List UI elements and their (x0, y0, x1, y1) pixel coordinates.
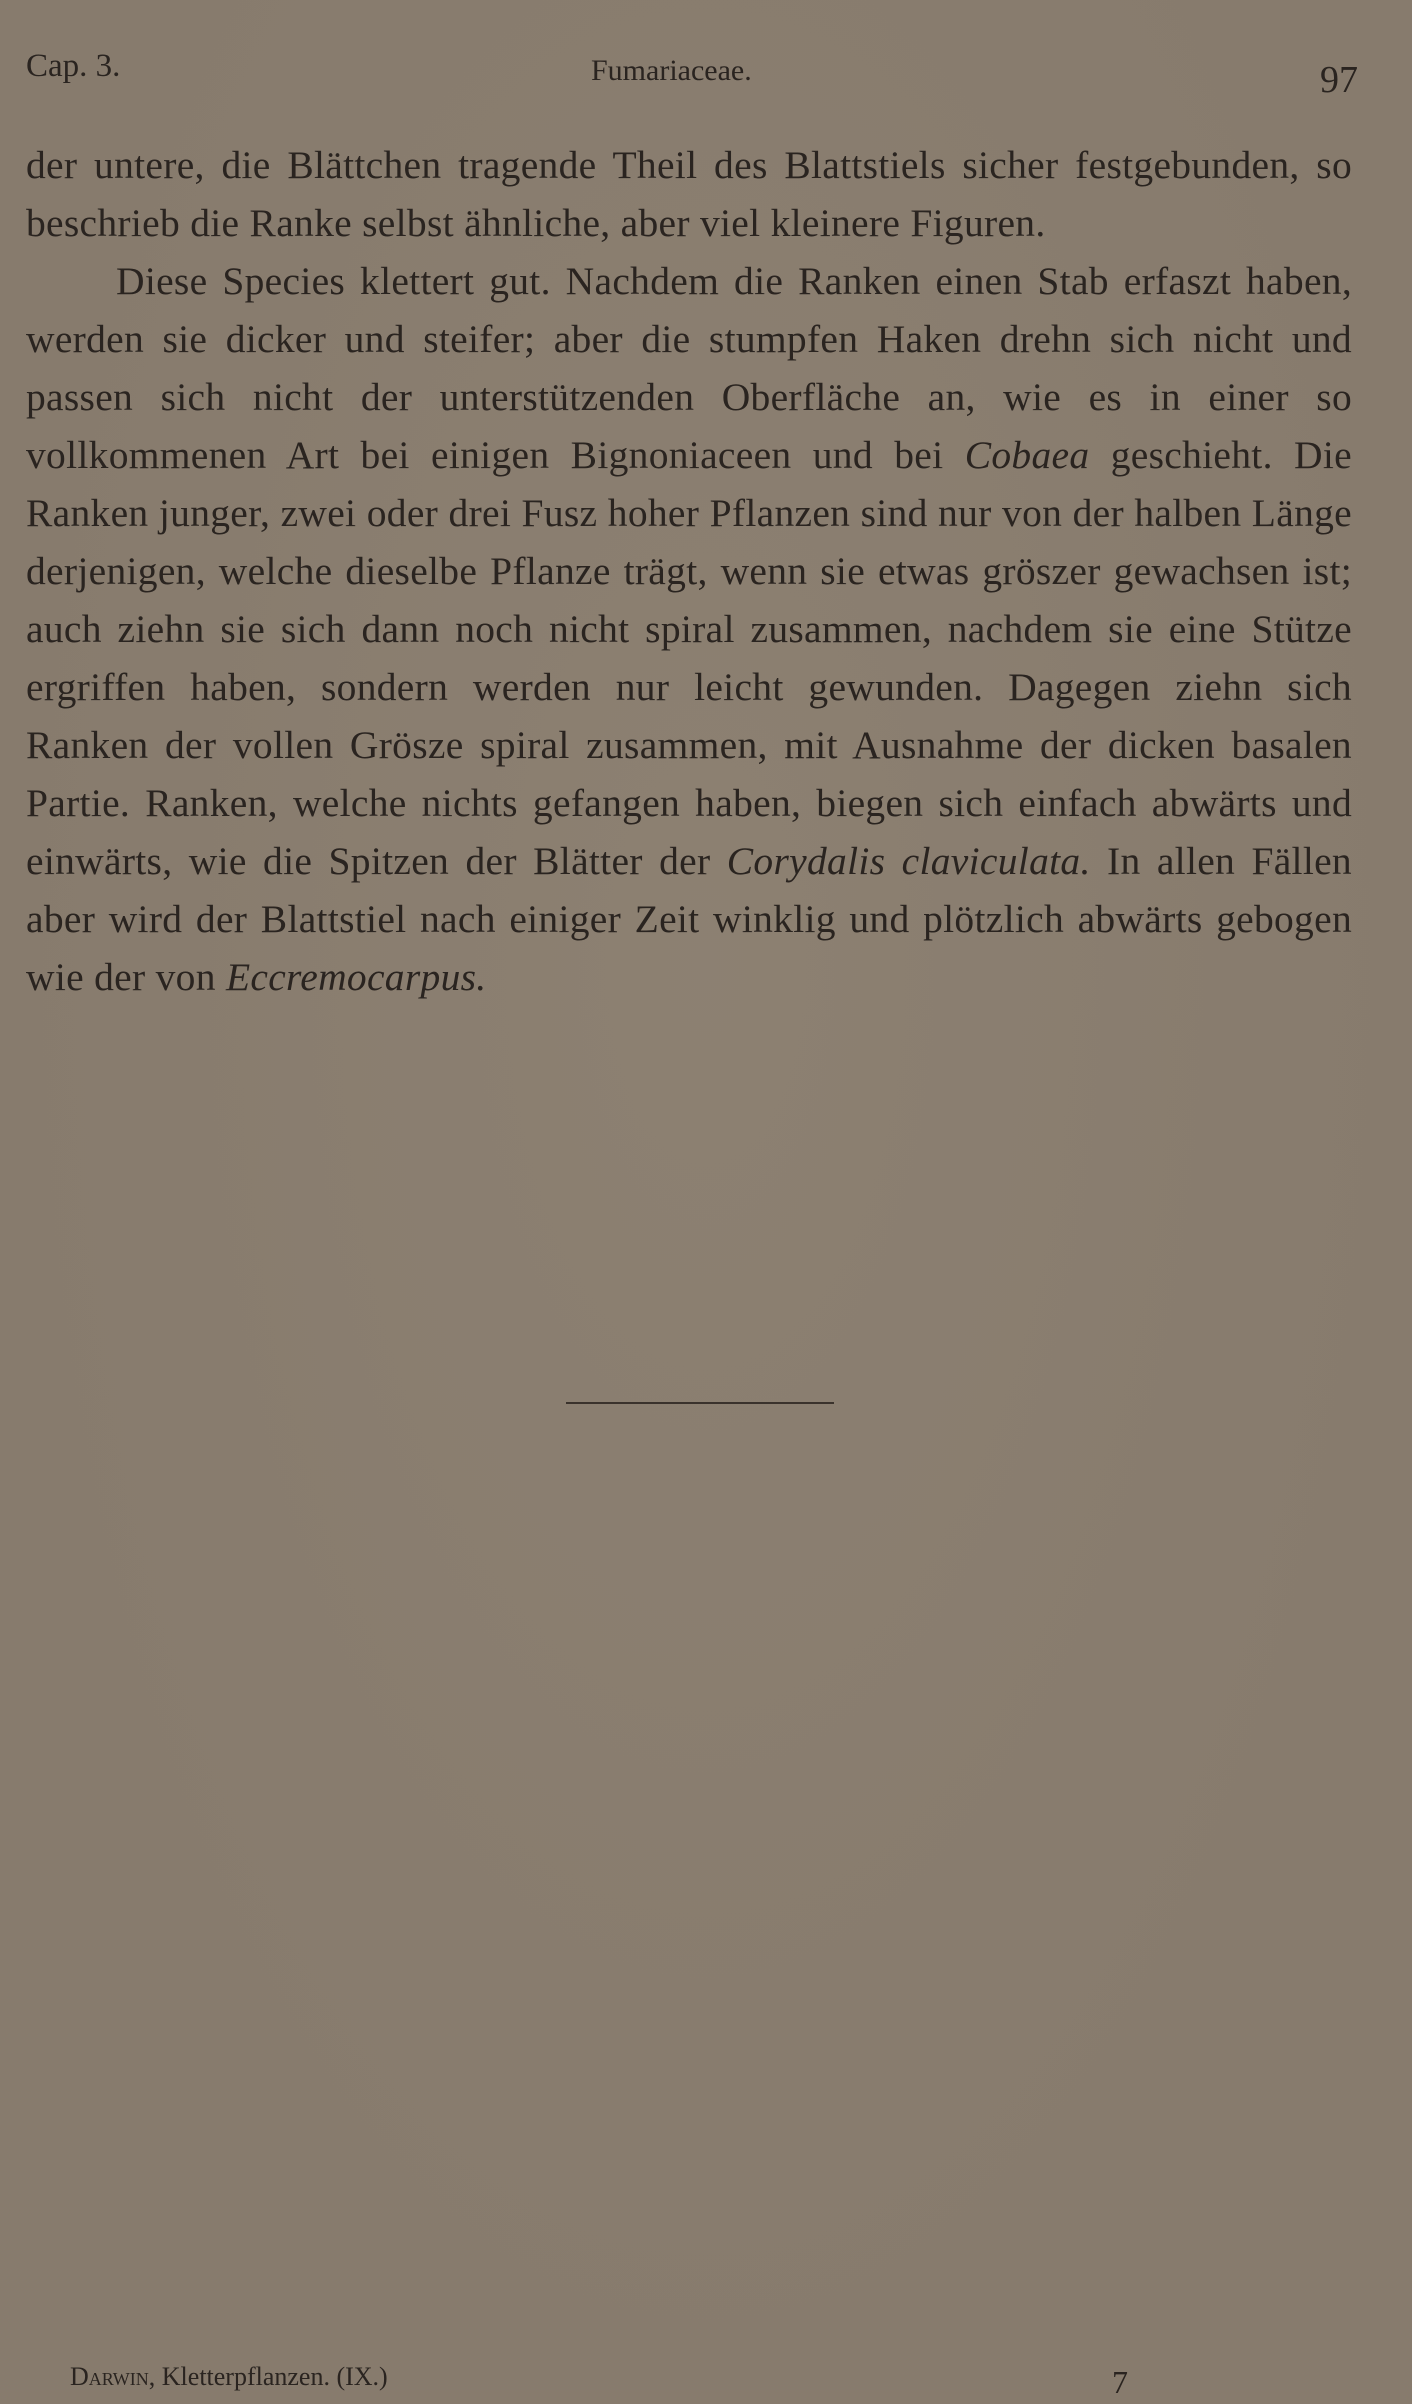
taxon-cobaea: Cobaea (964, 433, 1090, 477)
footer-volume: (IX.) (336, 2362, 388, 2391)
section-divider (566, 1402, 834, 1404)
body-text (26, 136, 1352, 1006)
paragraph-2-part-e: In allen Fällen aber wird der Blattstiel nach einiger Zeit winklig und plötzlich abwärts gebogen wie der von (26, 839, 1352, 999)
signature-mark: 7 (1112, 2364, 1128, 2400)
paragraph-2 (26, 252, 1352, 1006)
footer-author: Darwin, (70, 2362, 156, 2391)
paragraph-2-part-a: Diese Species klettert gut. Nachdem die Ranken einen Stab erfaszt haben, werden sie dicker und steifer; aber die stumpfen Haken drehn sich nicht und passen sich nicht der unterstützenden Oberfläche an, wie es in einer so vollkommenen Art bei einigen Bignoniaceen und bei (26, 259, 1352, 477)
taxon-eccremocarpus: Eccremocarpus. (225, 955, 487, 999)
paragraph-2-part-c: geschieht. Die Ranken junger, zwei oder drei Fusz hoher Pflanzen sind nur von der halben Länge derjenigen, welche dieselbe Pflanze trägt, wenn sie etwas gröszer gewachsen ist; auch ziehn sie sich dann noch nicht spiral zusammen, nachdem sie eine Stütze ergriffen haben, sondern werden nur leicht gewunden. Dagegen ziehn sich Ranken der vollen Grösze spiral zusammen, mit Ausnahme der dicken basalen Partie. Ranken, welche nichts gefangen haben, biegen sich einfach abwärts und einwärts, wie die Spitzen der Blätter der (26, 433, 1352, 883)
taxon-corydalis: Corydalis claviculata. (726, 839, 1091, 883)
chapter-label: Cap. 3. (26, 48, 121, 84)
footer-title: Kletterpflanzen. (161, 2362, 330, 2391)
page-footer (70, 2362, 1150, 2402)
section-title: Fumariaceae. (591, 54, 752, 87)
footer-citation (70, 2362, 388, 2392)
running-head (26, 48, 1356, 108)
page-number: 97 (1320, 59, 1358, 101)
paragraph-1: der untere, die Blättchen tragende Theil des Blattstiels sicher festgebunden, so beschrieb die Ranke selbst ähnliche, aber viel kleinere Figuren. (26, 143, 1352, 245)
